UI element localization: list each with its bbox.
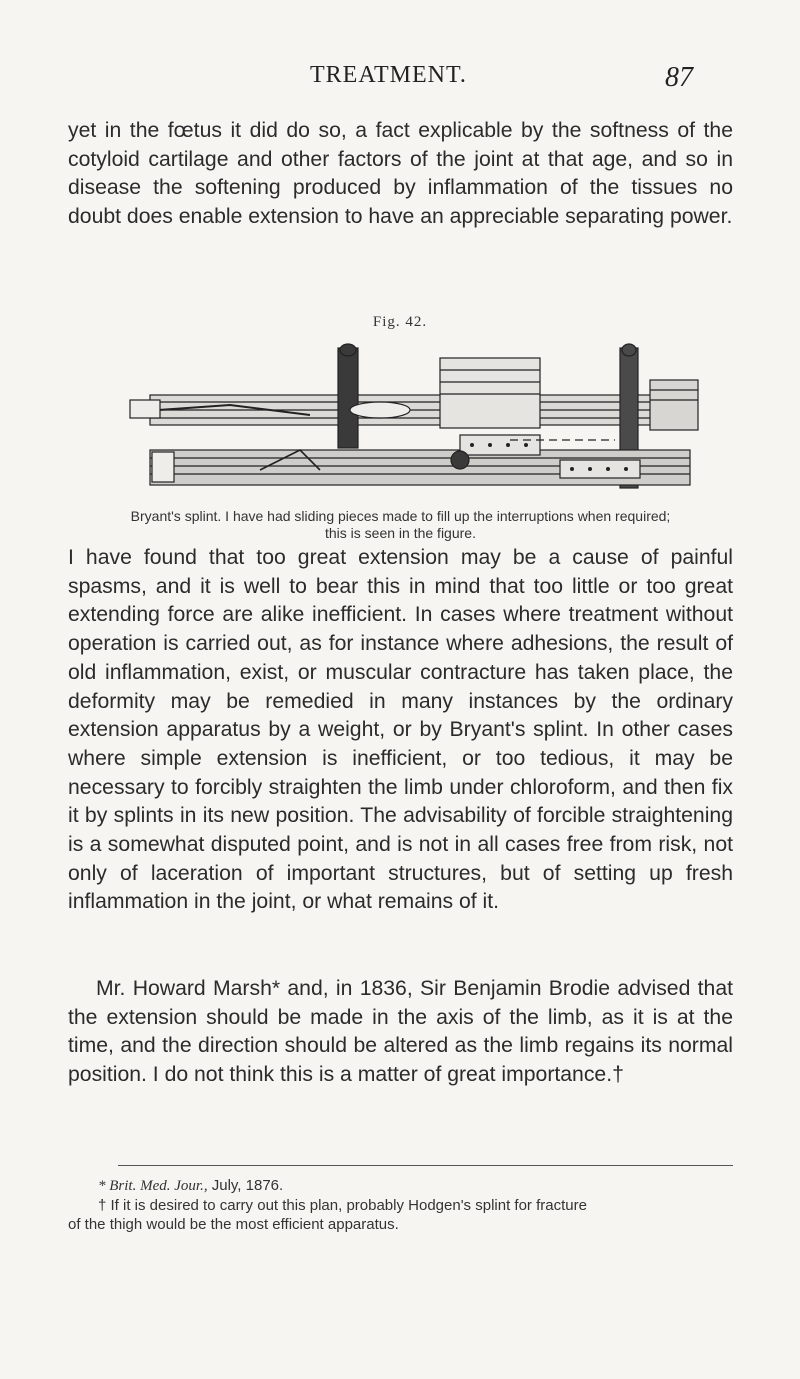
footnote-2-line-1: † If it is desired to carry out this plan, probably Hodgen's splint for fracture — [98, 1197, 587, 1214]
paragraph-1: yet in the fœtus it did do so, a fact explicable by the softness of the cotyloid cartilage and other factors of the joint at that age, and so in disease the softening produced by inflammation of the tissues no doubt does enable extension to have an appreciable separating power. — [68, 119, 733, 229]
footnote-2 — [68, 1196, 733, 1215]
paragraph-3: Mr. Howard Marsh* and, in 1836, Sir Benjamin Brodie advised that the extension should be made in the axis of the limb, as it is at the time, and the direction should be altered as the limb regains its normal position. I do not think this is a matter of great importance.† — [68, 977, 733, 1087]
footnote-2-line-2: of the thigh would be the most efficient apparatus. — [68, 1216, 399, 1233]
paragraph-2: I have found that too great extension may be a cause of painful spasms, and it is well to bear this in mind that too little or too great extending force are alike inefficient. In cases where treatment without operation is carried out, as for instance where adhesions, the result of old inflammation, exist, or muscular contracture has taken place, the deformity may be remedied in many instances by the ordinary extension apparatus by a weight, or by Bryant's splint. In other cases where simple extension is inefficient, or too tedious, it may be necessary to forcibly straighten the limb under chloroform, and then fix it by splints in its new position. The advisability of forcible straightening is a somewhat disputed point, and is not in all cases free from risk, not only of laceration of important structures, but of setting up fresh inflammation in the joint, or what remains of it. — [68, 546, 733, 914]
caption-line-2: this is seen in the figure. — [325, 525, 476, 541]
page-header — [0, 62, 800, 102]
footnote-1-source: * Brit. Med. Jour., — [98, 1178, 208, 1194]
footnote-1 — [68, 1176, 733, 1196]
splint-illustration — [110, 340, 700, 505]
footnotes — [68, 1176, 733, 1234]
left-upright — [338, 348, 358, 448]
footnote-rule — [118, 1165, 733, 1166]
footnote-2-continuation — [68, 1215, 733, 1234]
figure-caption — [68, 508, 733, 542]
page-number: 87 — [665, 62, 693, 93]
screw-fitting — [451, 451, 469, 469]
running-head: TREATMENT. — [310, 62, 467, 88]
caption-line-1: Bryant's splint. I have had sliding pieces made to fill up the interruptions when required; — [130, 508, 671, 524]
footnote-1-date: July, 1876. — [207, 1177, 284, 1194]
upper-sliding-piece — [440, 358, 540, 428]
figure-label: Fig. 42. — [372, 314, 428, 330]
